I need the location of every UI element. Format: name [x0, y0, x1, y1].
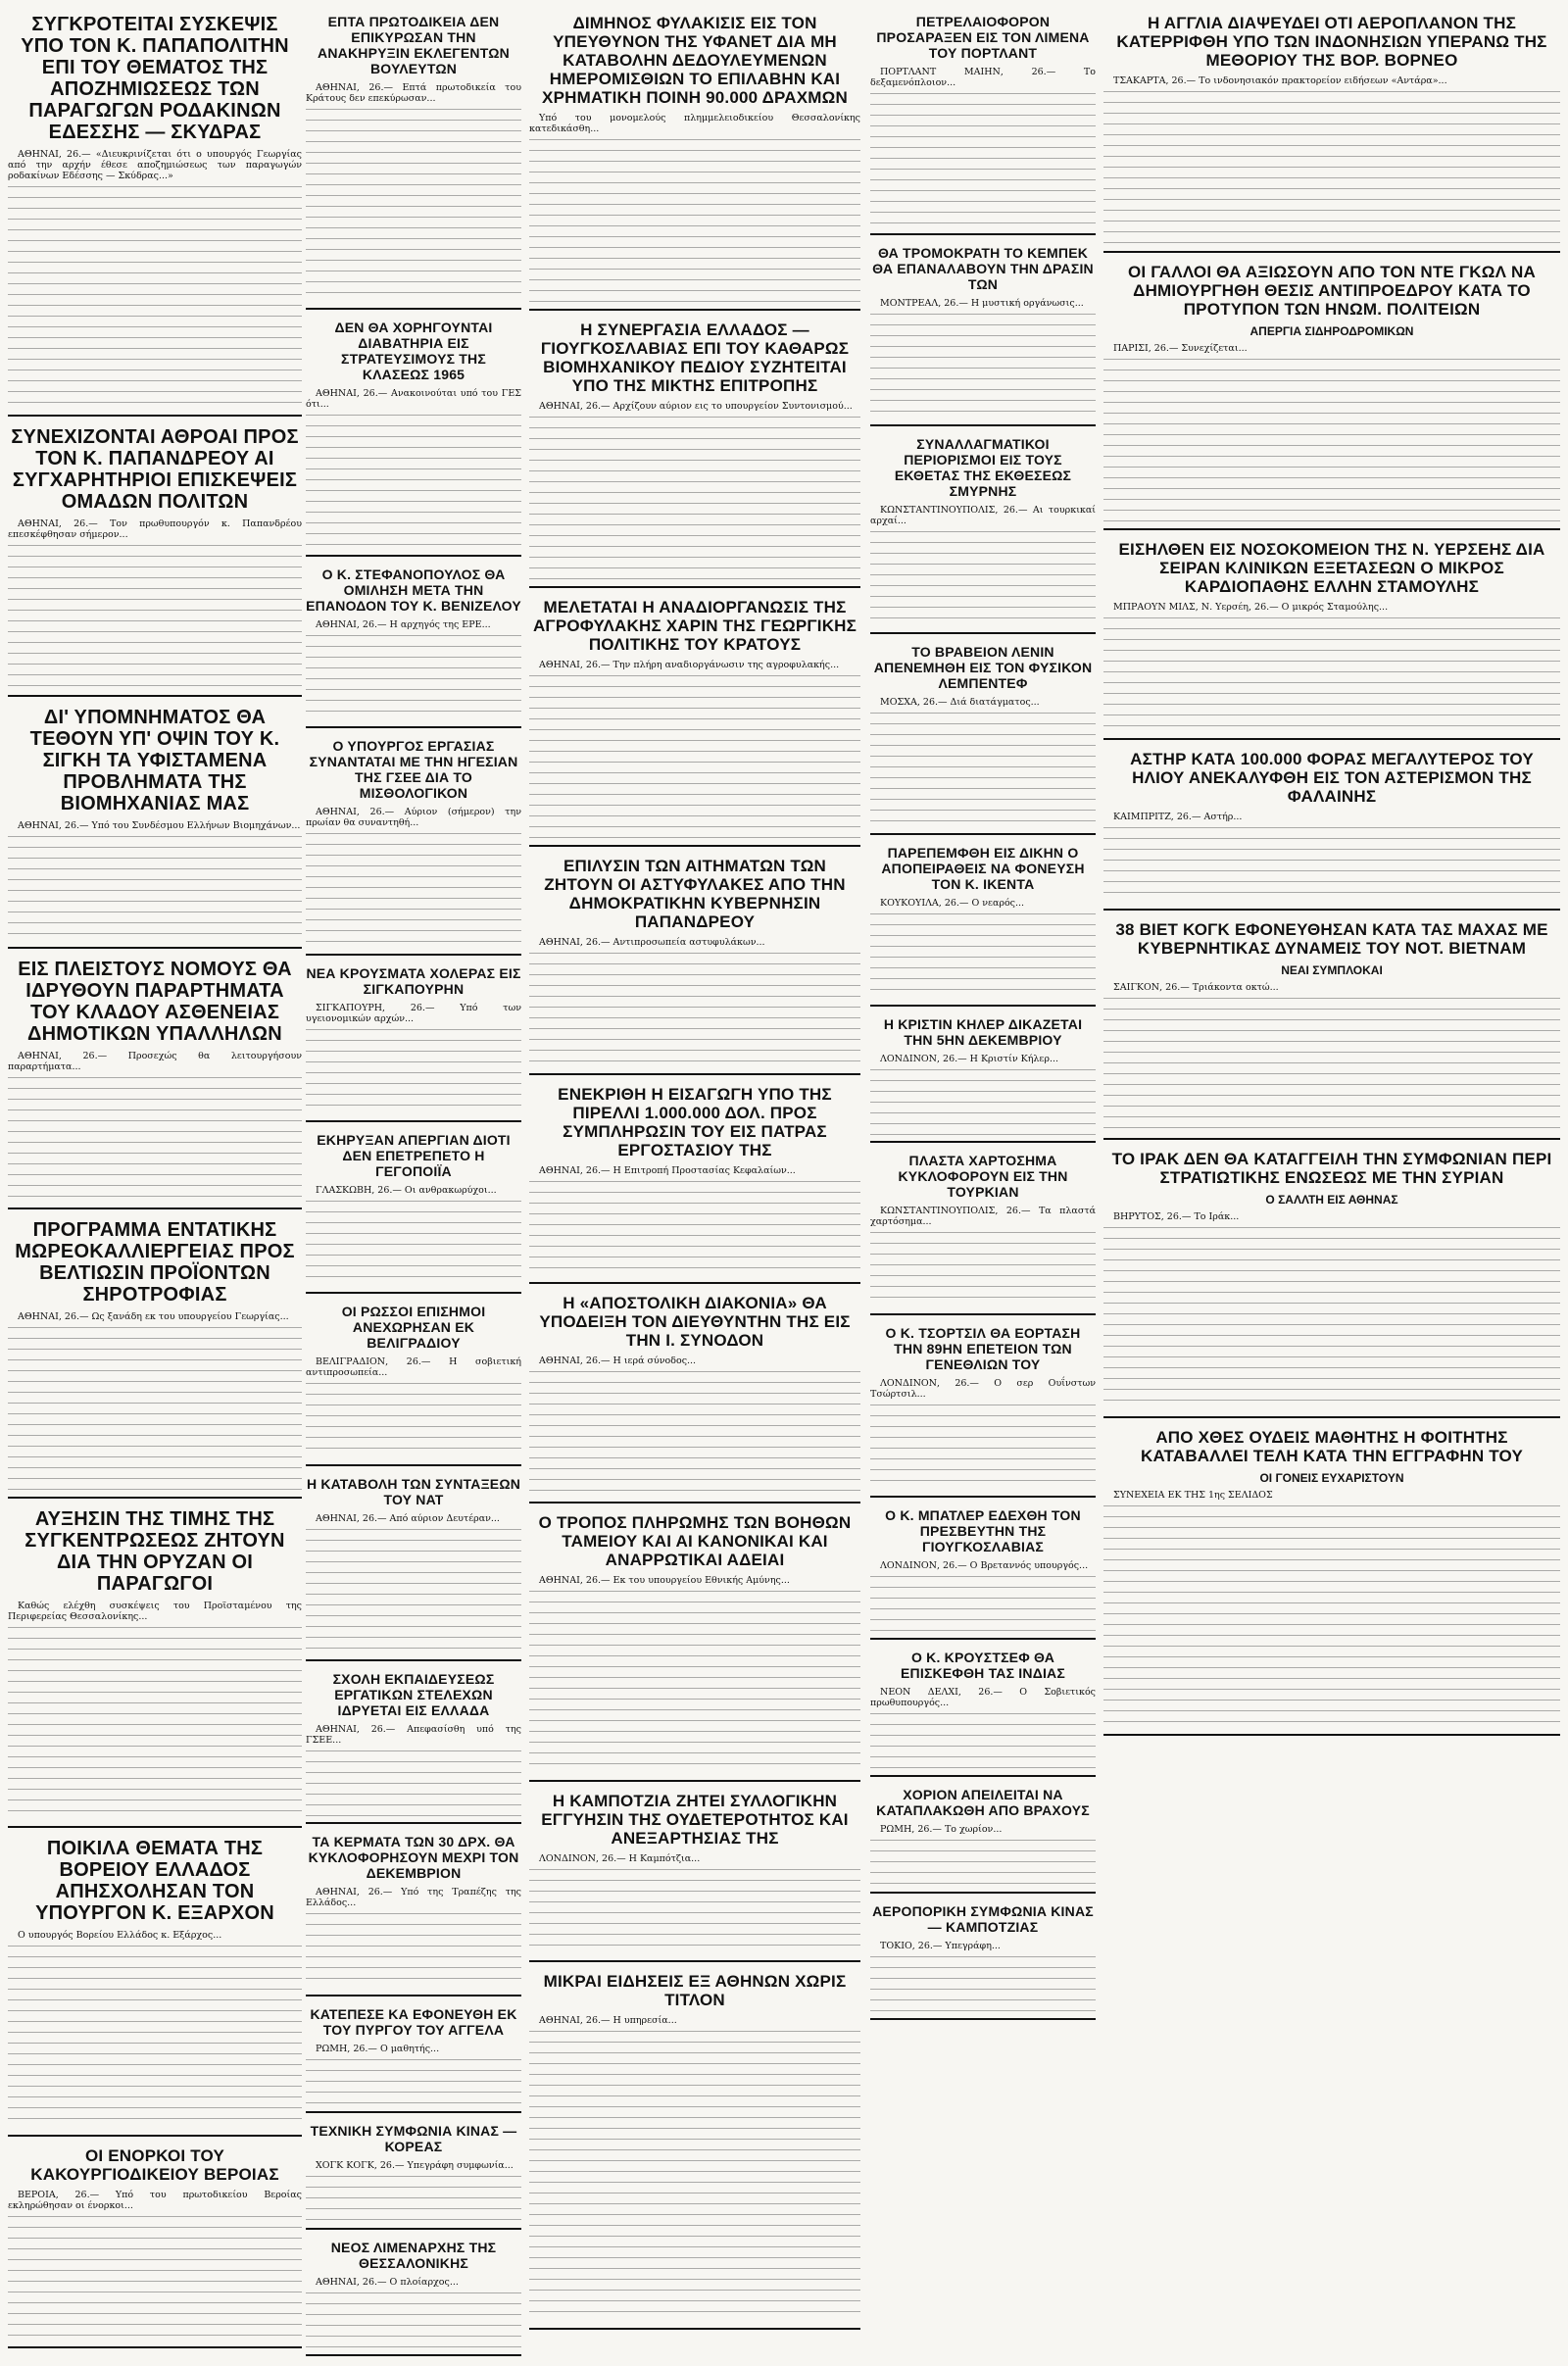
article — [8, 426, 302, 697]
headline: ΣΥΝΑΛΛΑΓΜΑΤΙΚΟΙ ΠΕΡΙΟΡΙΣΜΟΙ ΕΙΣ ΤΟΥΣ ΕΚΘΕΤΑΣ ΤΗΣ ΕΚΘΕΣΕΩΣ ΣΜΥΡΝΗΣ — [894, 436, 1072, 499]
headline: ΟΙ ΕΝΟΡΚΟΙ ΤΟΥ ΚΑΚΟΥΡΓΙΟΔΙΚΕΙΟΥ ΒΕΡΟΙΑΣ — [30, 2146, 279, 2184]
headline: ΑΕΡΟΠΟΡΙΚΗ ΣΥΜΦΩΝΙΑ ΚΙΝΑΣ — ΚΑΜΠΟΤΖΙΑΣ — [872, 1903, 1094, 1935]
article — [870, 14, 1096, 235]
article-body — [870, 1054, 1096, 1135]
article — [306, 2240, 521, 2356]
article-lead: ΑΘΗΝΑΙ, 26.— Αύριον (σήμερον) την πρωίαν θα συναντηθή... — [306, 807, 521, 828]
article-body — [870, 1941, 1096, 2012]
article-body — [8, 1051, 302, 1202]
divider — [870, 1892, 1096, 1894]
article — [1103, 1428, 1560, 1736]
article — [306, 1132, 521, 1294]
article-body — [870, 505, 1096, 626]
article-body — [306, 1185, 521, 1286]
subheadline: ΟΙ ΓΟΝΕΙΣ ΕΥΧΑΡΙΣΤΟΥΝ — [1259, 1471, 1404, 1485]
article-body — [870, 1824, 1096, 1886]
article-lead: ΑΘΗΝΑΙ, 26.— Εκ του υπουργείου Εθνικής Αμύνης... — [539, 1575, 790, 1586]
divider — [8, 415, 302, 417]
article-body — [529, 937, 860, 1067]
article-lead: ΠΟΡΤΛΑΝΤ ΜΑΙΗΝ, 26.— Το δεξαμενόπλοιον... — [870, 67, 1096, 88]
article-lead: ΑΘΗΝΑΙ, 26.— Προσεχώς θα λειτουργήσουν παραρτήματα... — [8, 1051, 302, 1072]
divider — [1103, 1734, 1560, 1736]
divider — [1103, 1416, 1560, 1418]
divider — [529, 2328, 860, 2330]
article — [8, 1219, 302, 1499]
divider — [8, 2135, 302, 2137]
article-body — [1103, 982, 1560, 1132]
article — [1103, 263, 1560, 530]
headline: Ο ΤΡΟΠΟΣ ΠΛΗΡΩΜΗΣ ΤΩΝ ΒΟΗΘΩΝ ΤΑΜΕΙΟΥ ΚΑΙ ΑΙ ΚΑΝΟΝΙΚΑΙ ΚΑΙ ΑΝΑΡΡΩΤΙΚΑΙ ΑΔΕΙΑΙ — [538, 1513, 852, 1569]
column-4 — [870, 10, 1096, 2030]
article — [1103, 1150, 1560, 1418]
article-body — [8, 2190, 302, 2341]
column-5 — [1103, 10, 1560, 1746]
headline: ΝΕΑ ΚΡΟΥΣΜΑΤΑ ΧΟΛΕΡΑΣ ΕΙΣ ΣΙΓΚΑΠΟΥΡΗΝ — [306, 965, 521, 997]
article — [870, 1016, 1096, 1143]
article-body — [1103, 812, 1560, 903]
article-body — [529, 1575, 860, 1774]
divider — [870, 2018, 1096, 2020]
article-lead: ΑΘΗΝΑΙ, 26.— Απεφασίσθη υπό της ΓΣΕΕ... — [306, 1724, 521, 1746]
article-lead: ΑΘΗΝΑΙ, 26.— «Διευκρινίζεται ότι ο υπουργός Γεωργίας από την αρχήν έθεσε αποζημιώσεως των παραγωγών ροδακίνων Εδέσσης — Σκύδρας...» — [8, 149, 302, 181]
article-body — [870, 898, 1096, 999]
article-lead: ΒΗΡΥΤΟΣ, 26.— Το Ιράκ... — [1113, 1211, 1240, 1222]
headline: Ο Κ. ΜΠΑΤΛΕΡ ΕΔΕΧΘΗ ΤΟΝ ΠΡΕΣΒΕΥΤΗΝ ΤΗΣ ΓΙΟΥΓΚΟΣΛΑΒΙΑΣ — [885, 1507, 1081, 1554]
article-lead: ΛΟΝΔΙΝΟΝ, 26.— Ο Βρεταννός υπουργός... — [880, 1560, 1089, 1571]
article — [870, 845, 1096, 1007]
divider — [870, 233, 1096, 235]
divider — [306, 1292, 521, 1294]
article-body — [870, 1560, 1096, 1632]
article-lead: ΑΘΗΝΑΙ, 26.— Η υπηρεσία... — [539, 2015, 677, 2026]
headline: ΕΚΗΡΥΞΑΝ ΑΠΕΡΓΙΑΝ ΔΙΟΤΙ ΔΕΝ ΕΠΕΤΡΕΠΕΤΟ Η ΓΕΓΟΠΟΙΪΑ — [317, 1132, 511, 1179]
article-lead: ΑΘΗΝΑΙ, 26.— Η ιερά σύνοδος... — [539, 1356, 697, 1366]
article — [870, 245, 1096, 426]
article-body — [870, 1378, 1096, 1490]
divider — [1103, 738, 1560, 740]
headline: Η ΣΥΝΕΡΓΑΣΙΑ ΕΛΛΑΔΟΣ — ΓΙΟΥΓΚΟΣΛΑΒΙΑΣ ΕΠΙ ΤΟΥ ΚΑΘΑΡΩΣ ΒΙΟΜΗΧΑΝΙΚΟΥ ΠΕΔΙΟΥ ΣΥΖΗΤΕΙΤΑΙ ΥΠΟ ΤΗΣ ΜΙΚΤΗΣ ΕΠΙΤΡΟΠΗΣ — [540, 320, 850, 395]
headline: Ο Κ. ΤΣΟΡΤΣΙΛ ΘΑ ΕΟΡΤΑΣΗ ΤΗΝ 89ΗΝ ΕΠΕΤΕΙΟΝ ΤΩΝ ΓΕΝΕΘΛΙΩΝ ΤΟΥ — [885, 1325, 1081, 1372]
headline: ΑΥΞΗΣΙΝ ΤΗΣ ΤΙΜΗΣ ΤΗΣ ΣΥΓΚΕΝΤΡΩΣΕΩΣ ΖΗΤΟΥΝ ΔΙΑ ΤΗΝ ΟΡΥΖΑΝ ΟΙ ΠΑΡΑΓΩΓΟΙ — [24, 1508, 285, 1595]
headline: ΠΛΑΣΤΑ ΧΑΡΤΟΣΗΜΑ ΚΥΚΛΟΦΟΡΟΥΝ ΕΙΣ ΤΗΝ ΤΟΥΡΚΙΑΝ — [898, 1153, 1068, 1200]
article-lead: ΑΘΗΝΑΙ, 26.— Η Επιτροπή Προστασίας Κεφαλαίων... — [539, 1165, 796, 1176]
article-body — [306, 619, 521, 720]
headline: ΔΙΜΗΝΟΣ ΦΥΛΑΚΙΣΙΣ ΕΙΣ ΤΟΝ ΥΠΕΥΘΥΝΟΝ ΤΗΣ ΥΦΑΝΕΤ ΔΙΑ ΜΗ ΚΑΤΑΒΟΛΗΝ ΔΕΔΟΥΛΕΥΜΕΝΩΝ ΗΜΕΡΟΜΙΣΘΙΩΝ ΤΟ ΕΠΙΛΑΒΗΝ ΚΑΙ ΧΡΗΜΑΤΙΚΗ ΠΟΙΝΗ 90.000 ΔΡΑΧΜΩΝ — [542, 14, 848, 107]
article — [870, 644, 1096, 835]
headline: 38 ΒΙΕΤ ΚΟΓΚ ΕΦΟΝΕΥΘΗΣΑΝ ΚΑΤΑ ΤΑΣ ΜΑΧΑΣ ΜΕ ΚΥΒΕΡΝΗΤΙΚΑΣ ΔΥΝΑΜΕΙΣ ΤΟΥ ΝΟΤ. ΒΙΕΤΝΑΜ — [1115, 920, 1548, 958]
article-body — [870, 298, 1096, 419]
divider — [306, 1822, 521, 1824]
divider — [306, 1464, 521, 1466]
article — [8, 1838, 302, 2137]
article-lead: ΛΟΝΔΙΝΟΝ, 26.— Η Κριστίν Κήλερ... — [880, 1054, 1059, 1064]
headline: Η «ΑΠΟΣΤΟΛΙΚΗ ΔΙΑΚΟΝΙΑ» ΘΑ ΥΠΟΔΕΙΞΗ ΤΟΝ ΔΙΕΥΘΥΝΤΗΝ ΤΗΣ ΕΙΣ ΤΗΝ Ι. ΣΥΝΟΔΟΝ — [539, 1294, 851, 1350]
divider — [870, 833, 1096, 835]
article — [306, 1304, 521, 1466]
article — [306, 965, 521, 1122]
article-body — [306, 1887, 521, 1989]
article — [529, 1513, 860, 1782]
article-body — [8, 820, 302, 941]
article-lead: ΜΠΡΑΟΥΝ ΜΙΛΣ, Ν. Υερσέη, 26.— Ο μικρός Σταμούλης... — [1113, 602, 1389, 613]
article-lead: ΧΟΓΚ ΚΟΓΚ, 26.— Υπεγράφη συμφωνία... — [316, 2160, 514, 2171]
divider — [8, 1826, 302, 1828]
article-lead: ΚΩΝΣΤΑΝΤΙΝΟΥΠΟΛΙΣ, 26.— Αι τουρκικαί αρχαί... — [870, 505, 1096, 526]
headline: ΠΕΤΡΕΛΑΙΟΦΟΡΟΝ ΠΡΟΣΑΡΑΞΕΝ ΕΙΣ ΤΟΝ ΛΙΜΕΝΑ ΤΟΥ ΠΟΡΤΛΑΝΤ — [876, 14, 1090, 61]
article-body — [306, 2160, 521, 2222]
article-body — [306, 1513, 521, 1653]
article — [870, 1903, 1096, 2020]
divider — [8, 1208, 302, 1209]
divider — [870, 424, 1096, 426]
divider — [306, 1659, 521, 1661]
article-lead: Ο υπουργός Βορείου Ελλάδος κ. Εξάρχος... — [18, 1930, 222, 1941]
divider — [306, 1995, 521, 1996]
headline: ΘΑ ΤΡΟΜΟΚΡΑΤΗ ΤΟ ΚΕΜΠΕΚ ΘΑ ΕΠΑΝΑΛΑΒΟΥΝ ΤΗΝ ΔΡΑΣΙΝ ΤΩΝ — [872, 245, 1094, 292]
headline: ΕΠΙΛΥΣΙΝ ΤΩΝ ΑΙΤΗΜΑΤΩΝ ΤΩΝ ΖΗΤΟΥΝ ΟΙ ΑΣΤΥΦΥΛΑΚΕΣ ΑΠΟ ΤΗΝ ΔΗΜΟΚΡΑΤΙΚΗΝ ΚΥΒΕΡΝΗΣΙΝ ΠΑΠΑΝΔΡΕΟΥ — [544, 857, 846, 931]
article — [1103, 14, 1560, 253]
headline: ΤΑ ΚΕΡΜΑΤΑ ΤΩΝ 30 ΔΡΧ. ΘΑ ΚΥΚΛΟΦΟΡΗΣΟΥΝ ΜΕΧΡΙ ΤΟΝ ΔΕΚΕΜΒΡΙΟΝ — [308, 1834, 519, 1881]
article — [529, 1085, 860, 1284]
divider — [306, 726, 521, 728]
headline: ΤΟ ΒΡΑΒΕΙΟΝ ΛΕΝΙΝ ΑΠΕΝΕΜΗΘΗ ΕΙΣ ΤΟΝ ΦΥΣΙΚΟΝ ΛΕΜΠΕΝΤΕΦ — [873, 644, 1093, 691]
headline: ΔΕΝ ΘΑ ΧΟΡΗΓΟΥΝΤΑΙ ΔΙΑΒΑΤΗΡΙΑ ΕΙΣ ΣΤΡΑΤΕΥΣΙΜΟΥΣ ΤΗΣ ΚΛΑΣΕΩΣ 1965 — [334, 320, 493, 382]
divider — [306, 2111, 521, 2113]
divider — [529, 1502, 860, 1503]
divider — [8, 2346, 302, 2348]
article-lead: ΑΘΗΝΑΙ, 26.— Τον πρωθυπουργόν κ. Παπανδρέου επεσκέφθησαν σήμερον... — [8, 518, 302, 540]
divider — [529, 309, 860, 311]
divider — [306, 308, 521, 310]
article — [1103, 750, 1560, 911]
headline: ΕΙΣΗΛΘΕΝ ΕΙΣ ΝΟΣΟΚΟΜΕΙΟΝ ΤΗΣ Ν. ΥΕΡΣΕΗΣ ΔΙΑ ΣΕΙΡΑΝ ΚΛΙΝΙΚΩΝ ΕΞΕΤΑΣΕΩΝ Ο ΜΙΚΡΟΣ ΚΑΡΔΙΟΠΑΘΗΣ ΕΛΛΗΝ ΣΤΑΜΟΥΛΗΣ — [1118, 540, 1545, 596]
article-body — [306, 82, 521, 302]
article-body — [1103, 75, 1560, 245]
headline: ΣΥΝΕΧΙΖΟΝΤΑΙ ΑΘΡΟΑΙ ΠΡΟΣ ΤΟΝ Κ. ΠΑΠΑΝΔΡΕΟΥ ΑΙ ΣΥΓΧΑΡΗΤΗΡΙΟΙ ΕΠΙΣΚΕΨΕΙΣ ΟΜΑΔΩΝ ΠΟΛΙΤΩΝ — [11, 426, 299, 513]
article-body — [1103, 343, 1560, 522]
article-body — [306, 388, 521, 549]
divider — [870, 632, 1096, 634]
article-lead: ΑΘΗΝΑΙ, 26.— Υπό της Τραπέζης της Ελλάδος... — [306, 1887, 521, 1908]
article-lead: ΑΘΗΝΑΙ, 26.— Αντιπροσωπεία αστυφυλάκων... — [539, 937, 765, 948]
article-body — [8, 1601, 302, 1820]
article-lead: ΓΛΑΣΚΩΒΗ, 26.— Οι ανθρακωρύχοι... — [316, 1185, 497, 1196]
divider — [529, 845, 860, 847]
article — [8, 14, 302, 417]
headline: Η ΚΑΤΑΒΟΛΗ ΤΩΝ ΣΥΝΤΑΞΕΩΝ ΤΟΥ ΝΑΤ — [306, 1476, 521, 1507]
article-body — [8, 1930, 302, 2129]
column-2 — [306, 10, 521, 2366]
article — [306, 2006, 521, 2113]
article-body — [1103, 1490, 1560, 1728]
article-lead: Υπό του μονομελούς πλημμελειοδικείου Θεσσαλονίκης κατεδικάσθη... — [529, 113, 860, 134]
article — [306, 567, 521, 728]
article — [306, 1671, 521, 1824]
article-body — [1103, 1211, 1560, 1410]
divider — [870, 1496, 1096, 1498]
divider — [8, 695, 302, 697]
headline: Ο ΥΠΟΥΡΓΟΣ ΕΡΓΑΣΙΑΣ ΣΥΝΑΝΤΑΤΑΙ ΜΕ ΤΗΝ ΗΓΕΣΙΑΝ ΤΗΣ ΓΣΕΕ ΔΙΑ ΤΟ ΜΙΣΘΟΛΟΓΙΚΟΝ — [309, 738, 518, 801]
article-lead: ΤΣΑΚΑΡΤΑ, 26.— Το ινδονησιακόν πρακτορείον ειδήσεων «Αντάρα»... — [1113, 75, 1447, 86]
article — [870, 1153, 1096, 1315]
article — [529, 1294, 860, 1503]
article-lead: ΑΘΗΝΑΙ, 26.— Ο πλοίαρχος... — [316, 2277, 459, 2288]
divider — [870, 1005, 1096, 1007]
article-body — [529, 1853, 860, 1954]
article-body — [8, 518, 302, 689]
divider — [529, 1073, 860, 1075]
headline: ΚΑΤΕΠΕΣΕ ΚΑ ΕΦΟΝΕΥΘΗ ΕΚ ΤΟΥ ΠΥΡΓΟΥ ΤΟΥ ΑΓΓΕΛΑ — [310, 2006, 517, 2038]
divider — [306, 1120, 521, 1122]
headline: ΠΟΙΚΙΛΑ ΘΕΜΑΤΑ ΤΗΣ ΒΟΡΕΙΟΥ ΕΛΛΑΔΟΣ ΑΠΗΣΧΟΛΗΣΑΝ ΤΟΝ ΥΠΟΥΡΓΟΝ Κ. ΕΞΑΡΧΟΝ — [35, 1838, 274, 1924]
article-lead: ΚΑΙΜΠΡΙΤΖ, 26.— Αστήρ... — [1113, 812, 1243, 822]
article-lead: ΜΟΝΤΡΕΑΛ, 26.— Η μυστική οργάνωσις... — [880, 298, 1084, 309]
article-body — [306, 2044, 521, 2105]
article — [306, 1834, 521, 1996]
article — [870, 436, 1096, 634]
headline: Ο Κ. ΣΤΕΦΑΝΟΠΟΥΛΟΣ ΘΑ ΟΜΙΛΗΣΗ ΜΕΤΑ ΤΗΝ ΕΠΑΝΟΔΟΝ ΤΟΥ Κ. ΒΕΝΙΖΕΛΟΥ — [306, 567, 521, 614]
article-body — [529, 1165, 860, 1276]
headline: ΕΙΣ ΠΛΕΙΣΤΟΥΣ ΝΟΜΟΥΣ ΘΑ ΙΔΡΥΘΟΥΝ ΠΑΡΑΡΤΗΜΑΤΑ ΤΟΥ ΚΛΑΔΟΥ ΑΣΘΕΝΕΙΑΣ ΔΗΜΟΤΙΚΩΝ ΥΠΑΛΛΗΛΩΝ — [18, 959, 292, 1045]
divider — [306, 2228, 521, 2230]
column-3 — [529, 10, 860, 2340]
article — [306, 320, 521, 557]
article — [306, 14, 521, 310]
divider — [1103, 528, 1560, 530]
divider — [306, 954, 521, 956]
article-lead: ΑΘΗΝΑΙ, 26.— Ανακοινούται υπό του ΓΕΣ ότι... — [306, 388, 521, 410]
article-lead: ΑΘΗΝΑΙ, 26.— Αρχίζουν αύριον εις το υπουργείον Συντονισμού... — [539, 401, 853, 412]
article-lead: ΒΕΡΟΙΑ, 26.— Υπό του πρωτοδικείου Βεροίας εκληρώθησαν οι ένορκοι... — [8, 2190, 302, 2211]
article-body — [1103, 602, 1560, 732]
article-lead: ΑΘΗΝΑΙ, 26.— Από αύριον Δευτέραν... — [316, 1513, 500, 1524]
article — [1103, 920, 1560, 1140]
article-lead: ΜΟΣΧΑ, 26.— Διά διατάγματος... — [880, 697, 1040, 708]
article-body — [870, 697, 1096, 827]
article — [870, 1787, 1096, 1894]
article — [870, 1650, 1096, 1777]
article-lead: ΣΥΝΕΧΕΙΑ ΕΚ ΤΗΣ 1ης ΣΕΛΙΔΟΣ — [1113, 1490, 1273, 1501]
divider — [1103, 1138, 1560, 1140]
article-lead: ΛΟΝΔΙΝΟΝ, 26.— Ο σερ Ουΐνστων Τσώρτσιλ... — [870, 1378, 1096, 1400]
article — [870, 1507, 1096, 1640]
article-lead: ΑΘΗΝΑΙ, 26.— Η αρχηγός της ΕΡΕ... — [316, 619, 491, 630]
divider — [1103, 251, 1560, 253]
headline: Η ΚΡΙΣΤΙΝ ΚΗΛΕΡ ΔΙΚΑΖΕΤΑΙ ΤΗΝ 5ΗΝ ΔΕΚΕΜΒΡΙΟΥ — [883, 1016, 1083, 1048]
article-body — [8, 149, 302, 409]
article-lead: ΑΘΗΝΑΙ, 26.— Επτά πρωτοδικεία του Κράτους δεν επεκύρωσαν... — [306, 82, 521, 104]
headline: ΣΧΟΛΗ ΕΚΠΑΙΔΕΥΣΕΩΣ ΕΡΓΑΤΙΚΩΝ ΣΤΕΛΕΧΩΝ ΙΔΡΥΕΤΑΙ ΕΙΣ ΕΛΛΑΔΑ — [332, 1671, 495, 1718]
column-1 — [8, 10, 302, 2358]
article-lead: ΑΘΗΝΑΙ, 26.— Την πλήρη αναδιοργάνωσιν της αγροφυλακής... — [539, 660, 840, 670]
article-body — [306, 1003, 521, 1114]
article — [306, 1476, 521, 1661]
article-body — [870, 67, 1096, 227]
divider — [8, 947, 302, 949]
article-body — [306, 1724, 521, 1816]
article-lead: ΑΘΗΝΑΙ, 26.— Υπό του Συνδέσμου Ελλήνων Βιομηχάνων... — [18, 820, 301, 831]
article-body — [306, 2277, 521, 2348]
headline: ΑΠΟ ΧΘΕΣ ΟΥΔΕΙΣ ΜΑΘΗΤΗΣ Η ΦΟΙΤΗΤΗΣ ΚΑΤΑΒΑΛΛΕΙ ΤΕΛΗ ΚΑΤΑ ΤΗΝ ΕΓΓΡΑΦΗΝ ΤΟΥ — [1140, 1428, 1524, 1465]
headline: ΣΥΓΚΡΟΤΕΙΤΑΙ ΣΥΣΚΕΨΙΣ ΥΠΟ ΤΟΝ Κ. ΠΑΠΑΠΟΛΙΤΗΝ ΕΠΙ ΤΟΥ ΘΕΜΑΤΟΣ ΤΗΣ ΑΠΟΖΗΜΙΩΣΕΩΣ ΤΩΝ ΠΑΡΑΓΩΓΩΝ ΡΟΔΑΚΙΝΩΝ ΕΔΕΣΣΗΣ — ΣΚΥΔΡΑΣ — [21, 14, 289, 143]
headline: Η ΚΑΜΠΟΤΖΙΑ ΖΗΤΕΙ ΣΥΛΛΟΓΙΚΗΝ ΕΓΓΥΗΣΙΝ ΤΗΣ ΟΥΔΕΤΕΡΟΤΗΤΟΣ ΚΑΙ ΑΝΕΞΑΡΤΗΣΙΑΣ ΤΗΣ — [541, 1792, 849, 1848]
headline: ΤΟ ΙΡΑΚ ΔΕΝ ΘΑ ΚΑΤΑΓΓΕΙΛΗ ΤΗΝ ΣΥΜΦΩΝΙΑΝ ΠΕΡΙ ΣΤΡΑΤΙΩΤΙΚΗΣ ΕΝΩΣΕΩΣ ΜΕ ΤΗΝ ΣΥΡΙΑΝ — [1111, 1150, 1552, 1187]
article — [8, 959, 302, 1209]
article — [1103, 540, 1560, 740]
article-lead: ΡΩΜΗ, 26.— Ο μαθητής... — [316, 2044, 440, 2054]
article — [8, 1508, 302, 1828]
article-lead: ΛΟΝΔΙΝΟΝ, 26.— Η Καμπότζια... — [539, 1853, 701, 1864]
headline: ΝΕΟΣ ΛΙΜΕΝΑΡΧΗΣ ΤΗΣ ΘΕΣΣΑΛΟΝΙΚΗΣ — [330, 2240, 497, 2271]
divider — [870, 1313, 1096, 1315]
divider — [529, 1282, 860, 1284]
headline: ΕΝΕΚΡΙΘΗ Η ΕΙΣΑΓΩΓΗ ΥΠΟ ΤΗΣ ΠΙΡΕΛΛΙ 1.000.000 ΔΟΛ. ΠΡΟΣ ΣΥΜΠΛΗΡΩΣΙΝ ΤΟΥ ΕΙΣ ΠΑΤΡΑΣ ΕΡΓΟΣΤΑΣΙΟΥ ΤΗΣ — [558, 1085, 832, 1159]
article-lead: ΑΘΗΝΑΙ, 26.— Ως ξανάδη εκ του υπουργείου Γεωργίας... — [18, 1311, 289, 1322]
headline: ΟΙ ΓΑΛΛΟΙ ΘΑ ΑΞΙΩΣΟΥΝ ΑΠΟ ΤΟΝ ΝΤΕ ΓΚΩΛ ΝΑ ΔΗΜΙΟΥΡΓΗΘΗ ΘΕΣΙΣ ΑΝΤΙΠΡΟΕΔΡΟΥ ΚΑΤΑ ΤΟ ΠΡΟΤΥΠΟΝ ΤΩΝ ΗΝΩΜ. ΠΟΛΙΤΕΙΩΝ — [1127, 263, 1537, 319]
subheadline: ΝΕΑΙ ΣΥΜΠΛΟΚΑΙ — [1281, 963, 1383, 977]
article — [529, 857, 860, 1075]
article-lead: ΡΩΜΗ, 26.— Το χωρίον... — [880, 1824, 1003, 1835]
divider — [870, 1775, 1096, 1777]
article-body — [529, 113, 860, 303]
article-body — [529, 660, 860, 839]
article — [306, 738, 521, 956]
headline: ΔΙ' ΥΠΟΜΝΗΜΑΤΟΣ ΘΑ ΤΕΘΟΥΝ ΥΠ' ΟΨΙΝ ΤΟΥ Κ. ΣΙΓΚΗ ΤΑ ΥΦΙΣΤΑΜΕΝΑ ΠΡΟΒΛΗΜΑΤΑ ΤΗΣ ΒΙΟΜΗΧΑΝΙΑΣ ΜΑΣ — [29, 707, 280, 814]
divider — [529, 1960, 860, 1962]
headline: ΧΟΡΙΟΝ ΑΠΕΙΛΕΙΤΑΙ ΝΑ ΚΑΤΑΠΛΑΚΩΘΗ ΑΠΟ ΒΡΑΧΟΥΣ — [876, 1787, 1090, 1818]
article-body — [870, 1687, 1096, 1769]
article-lead: ΣΙΓΚΑΠΟΥΡΗ, 26.— Υπό των υγειονομικών αρχών... — [306, 1003, 521, 1024]
divider — [306, 555, 521, 557]
article-lead: ΣΑΙΓΚΟΝ, 26.— Τριάκοντα οκτώ... — [1113, 982, 1279, 993]
divider — [870, 1141, 1096, 1143]
divider — [870, 1638, 1096, 1640]
article-lead: Καθώς ελέχθη συσκέψεις του Προϊσταμένου της Περιφερείας Θεσσαλονίκης... — [8, 1601, 302, 1622]
article-lead: ΤΟΚΙΟ, 26.— Υπεγράφη... — [880, 1941, 1001, 1951]
headline: ΑΣΤΗΡ ΚΑΤΑ 100.000 ΦΟΡΑΣ ΜΕΓΑΛΥΤΕΡΟΣ ΤΟΥ ΗΛΙΟΥ ΑΝΕΚΑΛΥΦΘΗ ΕΙΣ ΤΟΝ ΑΣΤΕΡΙΣΜΟΝ ΤΗΣ ΦΑΛΑΙΝΗΣ — [1130, 750, 1534, 806]
article — [529, 598, 860, 847]
article-lead: ΚΟΥΚΟΥΙΛΑ, 26.— Ο νεαρός... — [880, 898, 1025, 909]
article — [870, 1325, 1096, 1498]
article — [306, 2123, 521, 2230]
article-body — [870, 1206, 1096, 1307]
article-lead: ΠΑΡΙΣΙ, 26.— Συνεχίζεται... — [1113, 343, 1248, 354]
divider — [1103, 909, 1560, 911]
article — [529, 1972, 860, 2330]
divider — [306, 2354, 521, 2356]
article — [529, 320, 860, 588]
article-body — [529, 2015, 860, 2322]
article-lead: ΚΩΝΣΤΑΝΤΙΝΟΥΠΟΛΙΣ, 26.— Τα πλαστά χαρτόσημα... — [870, 1206, 1096, 1227]
article-body — [8, 1311, 302, 1491]
headline: Η ΑΓΓΛΙΑ ΔΙΑΨΕΥΔΕΙ ΟΤΙ ΑΕΡΟΠΛΑΝΟΝ ΤΗΣ ΚΑΤΕΡΡΙΦΘΗ ΥΠΟ ΤΩΝ ΙΝΔΟΝΗΣΙΩΝ ΥΠΕΡΑΝΩ ΤΗΣ ΜΕΘΟΡΙΟΥ ΤΗΣ ΒΟΡ. ΒΟΡΝΕΟ — [1116, 14, 1547, 70]
subheadline: Ο ΣΑΛΛΤΗ ΕΙΣ ΑΘΗΝΑΣ — [1265, 1193, 1398, 1207]
article-lead: ΒΕΛΙΓΡΑΔΙΟΝ, 26.— Η σοβιετική αντιπροσωπεία... — [306, 1356, 521, 1378]
article-body — [306, 1356, 521, 1458]
article — [529, 14, 860, 311]
divider — [529, 586, 860, 588]
article — [529, 1792, 860, 1962]
headline: ΕΠΤΑ ΠΡΩΤΟΔΙΚΕΙΑ ΔΕΝ ΕΠΙΚΥΡΩΣΑΝ ΤΗΝ ΑΝΑΚΗΡΥΞΙΝ ΕΚΛΕΓΕΝΤΩΝ ΒΟΥΛΕΥΤΩΝ — [318, 14, 510, 76]
headline: Ο Κ. ΚΡΟΥΣΤΣΕΦ ΘΑ ΕΠΙΣΚΕΦΘΗ ΤΑΣ ΙΝΔΙΑΣ — [901, 1650, 1065, 1681]
article-body — [529, 1356, 860, 1496]
headline: ΜΙΚΡΑΙ ΕΙΔΗΣΕΙΣ ΕΞ ΑΘΗΝΩΝ ΧΩΡΙΣ ΤΙΤΛΟΝ — [543, 1972, 847, 2009]
article-lead: ΝΕΟΝ ΔΕΛΧΙ, 26.— Ο Σοβιετικός πρωθυπουργός... — [870, 1687, 1096, 1708]
article-body — [529, 401, 860, 580]
headline: ΠΑΡΕΠΕΜΦΘΗ ΕΙΣ ΔΙΚΗΝ Ο ΑΠΟΠΕΙΡΑΘΕΙΣ ΝΑ ΦΟΝΕΥΣΗ ΤΟΝ Κ. ΙΚΕΝΤΑ — [881, 845, 1085, 892]
article — [8, 707, 302, 949]
subheadline: ΑΠΕΡΓΙΑ ΣΙΔΗΡΟΔΡΟΜΙΚΩΝ — [1250, 324, 1414, 338]
divider — [529, 1780, 860, 1782]
headline: ΜΕΛΕΤΑΤΑΙ Η ΑΝΑΔΙΟΡΓΑΝΩΣΙΣ ΤΗΣ ΑΓΡΟΦΥΛΑΚΗΣ ΧΑΡΙΝ ΤΗΣ ΓΕΩΡΓΙΚΗΣ ΠΟΛΙΤΙΚΗΣ ΤΟΥ ΚΡΑΤΟΥΣ — [532, 598, 858, 654]
divider — [8, 1497, 302, 1499]
article — [8, 2146, 302, 2348]
headline: ΤΕΧΝΙΚΗ ΣΥΜΦΩΝΙΑ ΚΙΝΑΣ — ΚΟΡΕΑΣ — [310, 2123, 517, 2154]
article-body — [306, 807, 521, 948]
headline: ΟΙ ΡΩΣΣΟΙ ΕΠΙΣΗΜΟΙ ΑΝΕΧΩΡΗΣΑΝ ΕΚ ΒΕΛΙΓΡΑΔΙΟΥ — [341, 1304, 486, 1351]
headline: ΠΡΟΓΡΑΜΜΑ ΕΝΤΑΤΙΚΗΣ ΜΩΡΕΟΚΑΛΛΙΕΡΓΕΙΑΣ ΠΡΟΣ ΒΕΛΤΙΩΣΙΝ ΠΡΟΪΟΝΤΩΝ ΣΗΡΟΤΡΟΦΙΑΣ — [15, 1219, 295, 1306]
